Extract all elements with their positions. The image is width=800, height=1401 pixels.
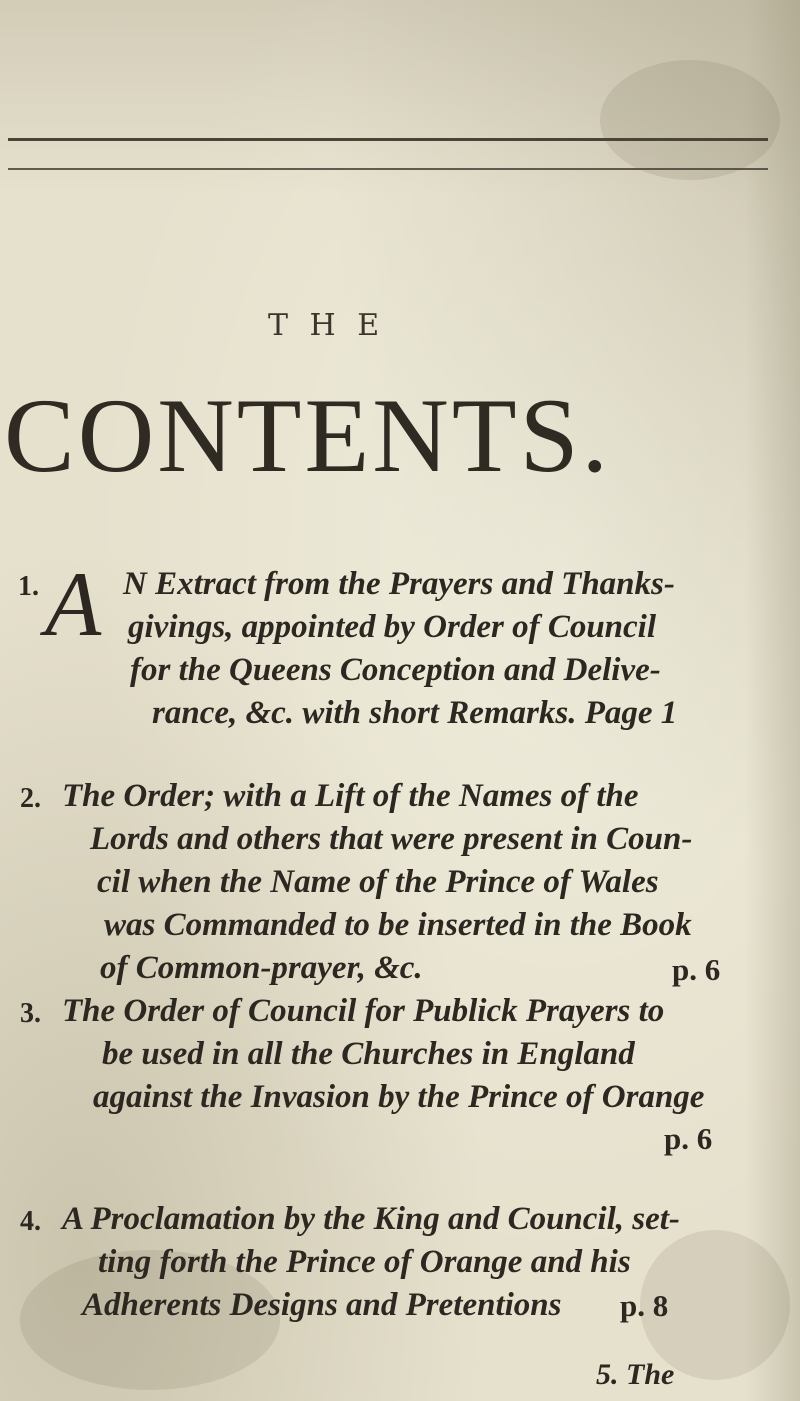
entry-line: The Order of Council for Publick Prayers to <box>62 993 665 1029</box>
page-reference: p. 6 <box>664 1121 713 1156</box>
entry-line: against the Invasion by the Prince of Orange <box>93 1079 705 1115</box>
entry-line: Adherents Designs and Pretentions <box>82 1287 562 1323</box>
catchword: 5. The <box>596 1358 675 1391</box>
entry-line: was Commanded to be inserted in the Book <box>104 907 692 943</box>
entry-number: 3. <box>20 998 41 1029</box>
entry-line: N Extract from the Prayers and Thanks- <box>123 566 675 602</box>
entry-number: 2. <box>20 783 41 814</box>
page-reference: p. 8 <box>620 1288 669 1323</box>
entry-line: A Proclamation by the King and Council, set- <box>62 1201 680 1237</box>
entry-number: 1. <box>18 571 39 602</box>
entry-line: cil when the Name of the Prince of Wales <box>97 864 659 900</box>
entry-line: rance, &c. with short Remarks. Page 1 <box>152 695 678 731</box>
drop-cap: A <box>45 553 102 655</box>
entry-line: ting forth the Prince of Orange and his <box>98 1244 631 1280</box>
entry-line: The Order; with a Lift of the Names of the <box>62 778 639 814</box>
page-reference: p. 6 <box>672 952 721 987</box>
heading-the: T H E <box>268 308 386 343</box>
entry-line: for the Queens Conception and Delive- <box>130 652 661 688</box>
page-title: CONTENTS. <box>4 377 612 494</box>
entry-line: Lords and others that were present in Coun- <box>90 821 693 857</box>
entry-number: 4. <box>20 1206 41 1237</box>
entry-line: givings, appointed by Order of Council <box>128 609 657 645</box>
entry-line: of Common-prayer, &c. <box>100 950 423 986</box>
entry-line: be used in all the Churches in England <box>102 1036 635 1072</box>
